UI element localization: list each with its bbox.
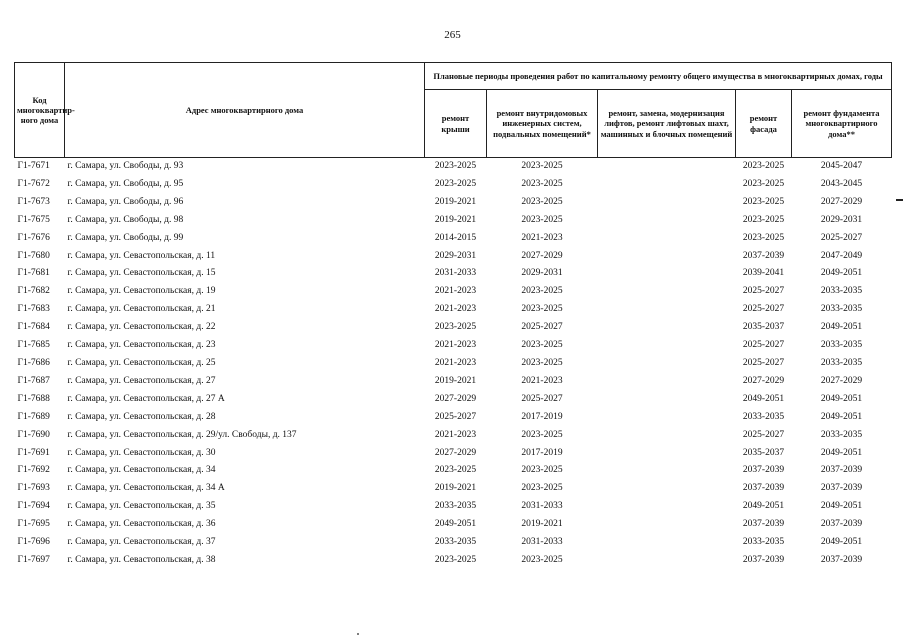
table-row bbox=[15, 212, 892, 230]
row-address: г. Самара, ул. Свободы, д. 95 bbox=[67, 178, 184, 189]
row-code: Г1-7673 bbox=[17, 196, 50, 207]
row-roof: 2049-2051 bbox=[434, 519, 477, 530]
row-foundation: 2047-2049 bbox=[820, 250, 863, 261]
row-systems: 2023-2025 bbox=[521, 214, 563, 225]
row-roof: 2014-2015 bbox=[434, 232, 477, 243]
row-code: Г1-7684 bbox=[17, 322, 50, 333]
table-row bbox=[15, 301, 892, 319]
row-elevators bbox=[598, 516, 736, 534]
row-roof: 2021-2023 bbox=[434, 340, 477, 351]
row-code: Г1-7692 bbox=[17, 465, 50, 476]
table-row bbox=[15, 534, 892, 552]
row-systems: 2023-2025 bbox=[521, 178, 563, 189]
table-row bbox=[15, 355, 892, 373]
table-header bbox=[15, 63, 892, 158]
row-foundation: 2037-2039 bbox=[820, 465, 863, 476]
row-facade: 2025-2027 bbox=[742, 429, 785, 440]
row-foundation: 2037-2039 bbox=[820, 554, 863, 565]
row-address: г. Самара, ул. Севастопольская, д. 36 bbox=[67, 519, 216, 530]
row-systems: 2017-2019 bbox=[521, 411, 563, 422]
header-address: Адрес многоквартирного дома bbox=[65, 63, 425, 158]
row-code: Г1-7683 bbox=[17, 304, 50, 315]
row-systems: 2025-2027 bbox=[521, 322, 563, 333]
repair-schedule-table bbox=[14, 62, 892, 570]
row-facade: 2049-2051 bbox=[742, 393, 785, 404]
row-address: г. Самара, ул. Севастопольская, д. 21 bbox=[67, 304, 216, 315]
row-address: г. Самара, ул. Севастопольская, д. 35 bbox=[67, 501, 216, 512]
row-roof: 2025-2027 bbox=[434, 411, 477, 422]
row-address: г. Самара, ул. Севастопольская, д. 23 bbox=[67, 340, 216, 351]
header-code: Код многоквартир-ного дома bbox=[15, 63, 65, 158]
row-roof: 2023-2025 bbox=[434, 322, 477, 333]
row-code: Г1-7693 bbox=[17, 483, 50, 494]
table-row bbox=[15, 427, 892, 445]
table-row bbox=[15, 462, 892, 480]
table-body bbox=[15, 158, 892, 570]
row-roof: 2031-2033 bbox=[434, 268, 477, 279]
row-address: г. Самара, ул. Севастопольская, д. 34 А bbox=[67, 483, 225, 494]
row-foundation: 2027-2029 bbox=[820, 196, 863, 207]
row-systems: 2021-2023 bbox=[521, 375, 563, 386]
row-address: г. Самара, ул. Свободы, д. 99 bbox=[67, 232, 184, 243]
row-code: Г1-7690 bbox=[17, 429, 50, 440]
row-code: Г1-7675 bbox=[17, 214, 50, 225]
row-address: г. Самара, ул. Севастопольская, д. 11 bbox=[67, 250, 216, 261]
row-roof: 2023-2025 bbox=[434, 161, 477, 171]
row-address: г. Самара, ул. Севастопольская, д. 28 bbox=[67, 411, 216, 422]
row-elevators bbox=[598, 409, 736, 427]
row-code: Г1-7685 bbox=[17, 340, 50, 351]
row-roof: 2023-2025 bbox=[434, 554, 477, 565]
row-code: Г1-7691 bbox=[17, 447, 50, 458]
table-row bbox=[15, 158, 892, 176]
row-code: Г1-7687 bbox=[17, 375, 50, 386]
row-systems: 2023-2025 bbox=[521, 340, 563, 351]
row-code: Г1-7695 bbox=[17, 519, 50, 530]
row-address: г. Самара, ул. Севастопольская, д. 34 bbox=[67, 465, 216, 476]
row-roof: 2019-2021 bbox=[434, 196, 477, 207]
row-facade: 2025-2027 bbox=[742, 340, 785, 351]
row-facade: 2033-2035 bbox=[742, 411, 785, 422]
row-elevators bbox=[598, 498, 736, 516]
row-foundation: 2037-2039 bbox=[820, 483, 863, 494]
row-foundation: 2033-2035 bbox=[820, 340, 863, 351]
row-systems: 2031-2033 bbox=[521, 501, 563, 512]
row-roof: 2019-2021 bbox=[434, 375, 477, 386]
row-systems: 2031-2033 bbox=[521, 537, 563, 548]
row-foundation: 2033-2035 bbox=[820, 429, 863, 440]
row-roof: 2021-2023 bbox=[434, 429, 477, 440]
row-elevators bbox=[598, 480, 736, 498]
table-row bbox=[15, 319, 892, 337]
header-systems: ремонт внутридомовых инженерных систем, подвальных помещений* bbox=[487, 90, 598, 158]
row-roof: 2019-2021 bbox=[434, 214, 477, 225]
row-systems: 2023-2025 bbox=[521, 465, 563, 476]
row-facade: 2023-2025 bbox=[742, 196, 785, 207]
row-facade: 2039-2041 bbox=[742, 268, 785, 279]
row-roof: 2033-2035 bbox=[434, 537, 477, 548]
row-facade: 2025-2027 bbox=[742, 304, 785, 315]
row-systems: 2023-2025 bbox=[521, 357, 563, 368]
row-elevators bbox=[598, 283, 736, 301]
row-facade: 2033-2035 bbox=[742, 537, 785, 548]
table-row bbox=[15, 194, 892, 212]
scan-dot bbox=[357, 633, 359, 635]
row-elevators bbox=[598, 462, 736, 480]
table-row bbox=[15, 516, 892, 534]
row-elevators bbox=[598, 373, 736, 391]
row-facade: 2049-2051 bbox=[742, 501, 785, 512]
row-foundation: 2049-2051 bbox=[820, 447, 863, 458]
row-facade: 2023-2025 bbox=[742, 178, 785, 189]
row-systems: 2023-2025 bbox=[521, 304, 563, 315]
header-roof: ремонт крыши bbox=[425, 90, 487, 158]
row-facade: 2025-2027 bbox=[742, 357, 785, 368]
row-code: Г1-7671 bbox=[17, 161, 50, 171]
row-systems: 2021-2023 bbox=[521, 232, 563, 243]
row-roof: 2029-2031 bbox=[434, 250, 477, 261]
row-address: г. Самара, ул. Свободы, д. 98 bbox=[67, 214, 184, 225]
row-foundation: 2043-2045 bbox=[820, 178, 863, 189]
table-row bbox=[15, 409, 892, 427]
row-elevators bbox=[598, 230, 736, 248]
row-foundation: 2029-2031 bbox=[820, 214, 863, 225]
row-facade: 2037-2039 bbox=[742, 519, 785, 530]
header-foundation: ремонт фундамента многоквартирного дома** bbox=[792, 90, 892, 158]
row-systems: 2023-2025 bbox=[521, 483, 563, 494]
row-foundation: 2045-2047 bbox=[820, 161, 863, 171]
row-roof: 2019-2021 bbox=[434, 483, 477, 494]
row-facade: 2035-2037 bbox=[742, 447, 785, 458]
row-elevators bbox=[598, 265, 736, 283]
row-roof: 2021-2023 bbox=[434, 357, 477, 368]
row-elevators bbox=[598, 534, 736, 552]
row-foundation: 2033-2035 bbox=[820, 286, 863, 297]
row-foundation: 2049-2051 bbox=[820, 411, 863, 422]
row-code: Г1-7688 bbox=[17, 393, 50, 404]
row-systems: 2019-2021 bbox=[521, 519, 563, 530]
row-facade: 2023-2025 bbox=[742, 214, 785, 225]
row-elevators bbox=[598, 176, 736, 194]
row-address: г. Самара, ул. Севастопольская, д. 19 bbox=[67, 286, 216, 297]
row-systems: 2023-2025 bbox=[521, 196, 563, 207]
row-code: Г1-7676 bbox=[17, 232, 50, 243]
row-address: г. Самара, ул. Севастопольская, д. 27 А bbox=[67, 393, 225, 404]
row-address: г. Самара, ул. Севастопольская, д. 29/ул. Свободы, д. 137 bbox=[67, 429, 297, 440]
row-foundation: 2033-2035 bbox=[820, 304, 863, 315]
row-elevators bbox=[598, 158, 736, 176]
row-systems: 2023-2025 bbox=[521, 429, 563, 440]
row-code: Г1-7686 bbox=[17, 357, 50, 368]
row-systems: 2029-2031 bbox=[521, 268, 563, 279]
header-elevators: ремонт, замена, модернизация лифтов, ремонт лифтовых шахт, машинных и блочных помещений bbox=[598, 90, 736, 158]
table-row bbox=[15, 230, 892, 248]
table-row bbox=[15, 373, 892, 391]
row-facade: 2025-2027 bbox=[742, 286, 785, 297]
row-roof: 2021-2023 bbox=[434, 304, 477, 315]
row-code: Г1-7672 bbox=[17, 178, 50, 189]
row-foundation: 2049-2051 bbox=[820, 268, 863, 279]
row-roof: 2023-2025 bbox=[434, 465, 477, 476]
table-row bbox=[15, 248, 892, 266]
table-row bbox=[15, 480, 892, 498]
table-row bbox=[15, 265, 892, 283]
row-address: г. Самара, ул. Севастопольская, д. 27 bbox=[67, 375, 216, 386]
row-facade: 2037-2039 bbox=[742, 250, 785, 261]
header-periods: Плановые периоды проведения работ по капитальному ремонту общего имущества в многоквартирных домах, годы bbox=[425, 63, 892, 90]
table-row bbox=[15, 391, 892, 409]
row-foundation: 2049-2051 bbox=[820, 393, 863, 404]
row-code: Г1-7680 bbox=[17, 250, 50, 261]
row-elevators bbox=[598, 212, 736, 230]
row-address: г. Самара, ул. Севастопольская, д. 30 bbox=[67, 447, 216, 458]
row-facade: 2027-2029 bbox=[742, 375, 785, 386]
row-address: г. Самара, ул. Севастопольская, д. 15 bbox=[67, 268, 216, 279]
row-systems: 2023-2025 bbox=[521, 161, 563, 171]
row-code: Г1-7689 bbox=[17, 411, 50, 422]
row-code: Г1-7697 bbox=[17, 554, 50, 565]
row-elevators bbox=[598, 391, 736, 409]
row-facade: 2035-2037 bbox=[742, 322, 785, 333]
row-address: г. Самара, ул. Севастопольская, д. 38 bbox=[67, 554, 216, 565]
row-facade: 2023-2025 bbox=[742, 232, 785, 243]
row-elevators bbox=[598, 445, 736, 463]
row-code: Г1-7681 bbox=[17, 268, 50, 279]
row-systems: 2023-2025 bbox=[521, 286, 563, 297]
row-systems: 2025-2027 bbox=[521, 393, 563, 404]
row-systems: 2023-2025 bbox=[521, 554, 563, 565]
row-roof: 2033-2035 bbox=[434, 501, 477, 512]
row-facade: 2023-2025 bbox=[742, 161, 785, 171]
row-foundation: 2025-2027 bbox=[820, 232, 863, 243]
table-row bbox=[15, 445, 892, 463]
row-code: Г1-7696 bbox=[17, 537, 50, 548]
row-address: г. Самара, ул. Севастопольская, д. 37 bbox=[67, 537, 216, 548]
row-foundation: 2049-2051 bbox=[820, 537, 863, 548]
row-systems: 2027-2029 bbox=[521, 250, 563, 261]
page-number: 265 bbox=[444, 29, 461, 41]
row-elevators bbox=[598, 248, 736, 266]
row-elevators bbox=[598, 319, 736, 337]
row-foundation: 2049-2051 bbox=[820, 322, 863, 333]
table-row bbox=[15, 552, 892, 570]
row-foundation: 2027-2029 bbox=[820, 375, 863, 386]
margin-mark bbox=[896, 199, 903, 201]
table-row bbox=[15, 498, 892, 516]
row-roof: 2027-2029 bbox=[434, 393, 477, 404]
row-foundation: 2033-2035 bbox=[820, 357, 863, 368]
header-facade: ремонт фасада bbox=[736, 90, 792, 158]
row-foundation: 2049-2051 bbox=[820, 501, 863, 512]
row-address: г. Самара, ул. Свободы, д. 93 bbox=[67, 161, 184, 171]
row-code: Г1-7694 bbox=[17, 501, 50, 512]
row-foundation: 2037-2039 bbox=[820, 519, 863, 530]
row-facade: 2037-2039 bbox=[742, 465, 785, 476]
table-row bbox=[15, 337, 892, 355]
row-address: г. Самара, ул. Севастопольская, д. 22 bbox=[67, 322, 216, 333]
row-elevators bbox=[598, 301, 736, 319]
table-row bbox=[15, 283, 892, 301]
row-facade: 2037-2039 bbox=[742, 483, 785, 494]
row-elevators bbox=[598, 355, 736, 373]
row-code: Г1-7682 bbox=[17, 286, 50, 297]
row-elevators bbox=[598, 337, 736, 355]
row-systems: 2017-2019 bbox=[521, 447, 563, 458]
row-elevators bbox=[598, 194, 736, 212]
row-elevators bbox=[598, 552, 736, 570]
table-row bbox=[15, 176, 892, 194]
row-elevators bbox=[598, 427, 736, 445]
row-address: г. Самара, ул. Севастопольская, д. 25 bbox=[67, 357, 216, 368]
row-roof: 2021-2023 bbox=[434, 286, 477, 297]
row-address: г. Самара, ул. Свободы, д. 96 bbox=[67, 196, 184, 207]
row-roof: 2027-2029 bbox=[434, 447, 477, 458]
row-roof: 2023-2025 bbox=[434, 178, 477, 189]
row-facade: 2037-2039 bbox=[742, 554, 785, 565]
